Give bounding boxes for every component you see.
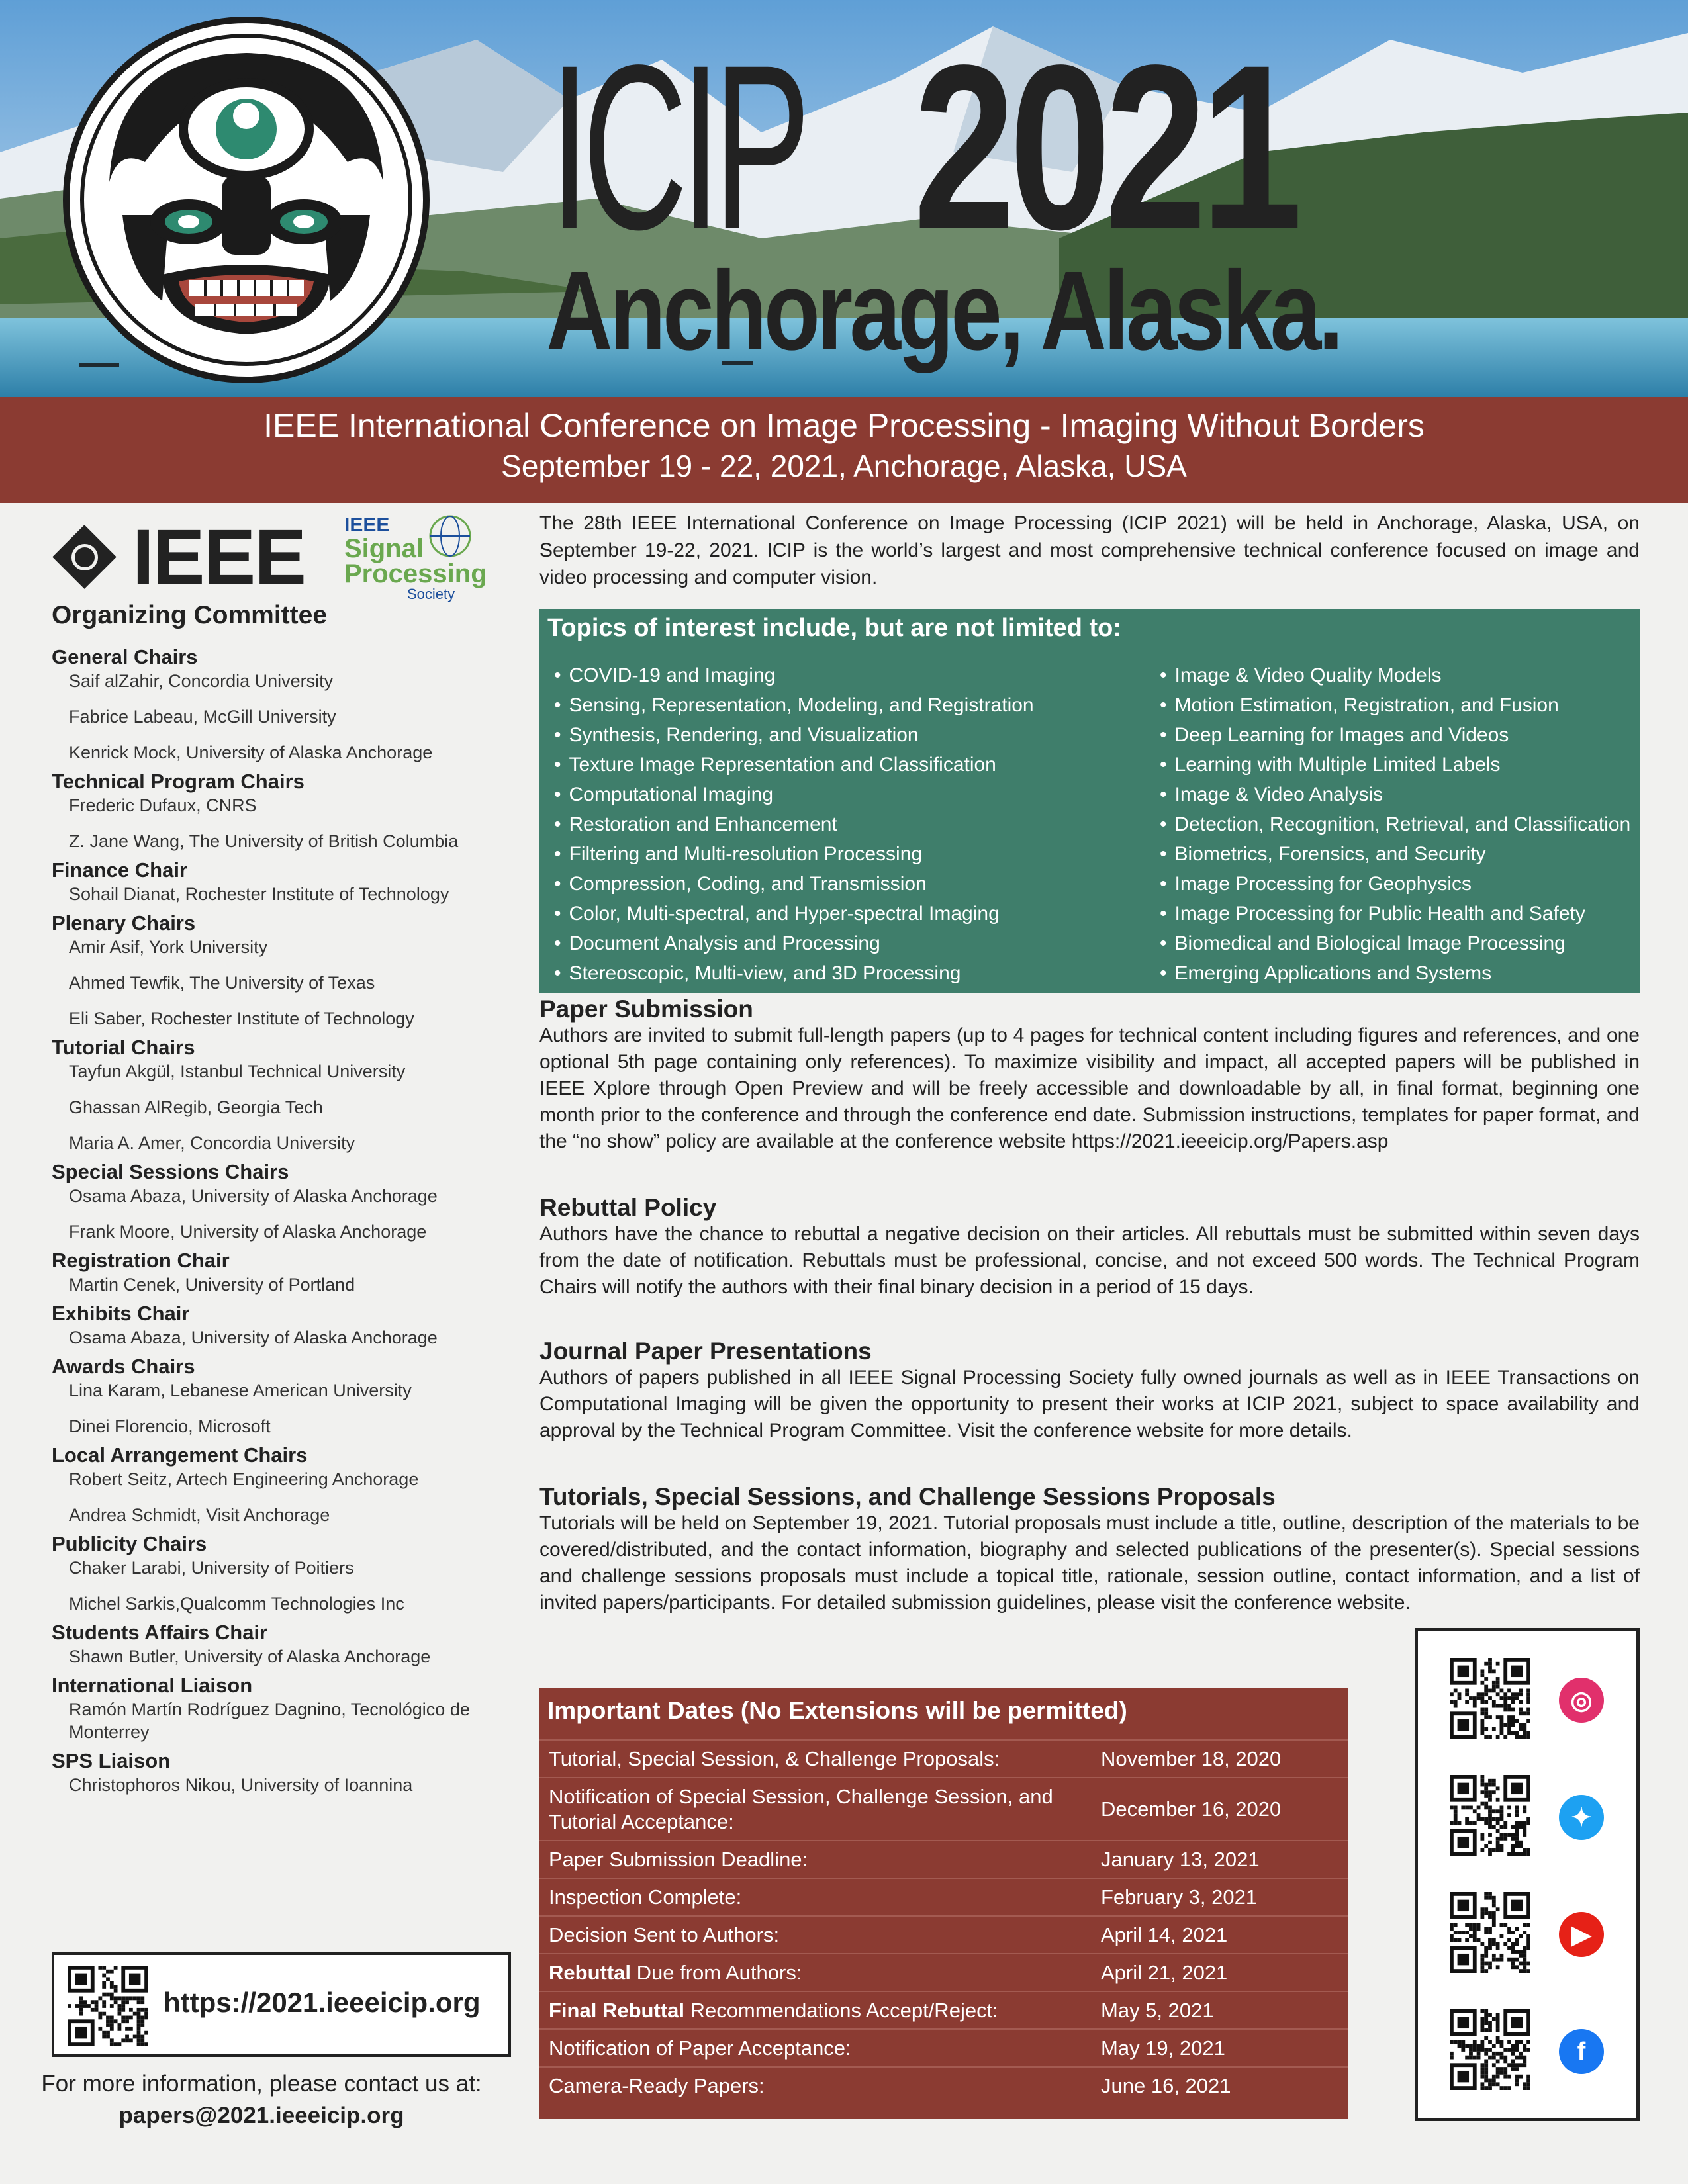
rebuttal-section: [539, 1195, 1640, 1300]
date-row: [539, 1778, 1348, 1841]
committee-member: Frederic Dufaux, CNRS: [69, 796, 257, 815]
conference-banner: [0, 397, 1688, 503]
committee-member: Shawn Butler, University of Alaska Anchorage: [69, 1647, 431, 1666]
date-label-text: Paper Submission Deadline:: [549, 1848, 808, 1871]
topics-box: [539, 609, 1640, 993]
committee-member: Osama Abaza, University of Alaska Anchorage: [69, 1186, 438, 1206]
date-value: April 14, 2021: [1092, 1916, 1348, 1954]
important-dates-box: [539, 1688, 1348, 2119]
committee-member: Lina Karam, Lebanese American University: [69, 1381, 412, 1400]
left-column: [0, 503, 523, 2184]
topic-item: • Learning with Multiple Limited Labels: [1160, 750, 1630, 780]
committee-member: Robert Seitz, Artech Engineering Anchorage: [69, 1469, 419, 1489]
committee-member: Ahmed Tewfik, The University of Texas: [69, 973, 375, 993]
topic-item: • Sensing, Representation, Modeling, and Registration: [554, 690, 1034, 720]
date-label-text: Camera-Ready Papers:: [549, 2074, 765, 2097]
committee-member: Tayfun Akgül, Istanbul Technical University: [69, 1062, 406, 1081]
topic-item: • Biomedical and Biological Image Processing: [1160, 929, 1630, 958]
committee-member: Saif alZahir, Concordia University: [69, 671, 334, 691]
social-qr-code-icon: [1450, 1775, 1530, 1856]
twitter-icon[interactable]: ✦: [1559, 1795, 1604, 1840]
committee-role: Publicity Chairs: [52, 1532, 207, 1555]
social-entry: [1450, 1892, 1628, 1978]
facebook-icon[interactable]: f: [1559, 2029, 1604, 2074]
topic-item: • Image & Video Analysis: [1160, 780, 1630, 809]
date-value: May 19, 2021: [1092, 2029, 1348, 2067]
committee-member: Sohail Dianat, Rochester Institute of Technology: [69, 884, 449, 904]
date-value: June 16, 2021: [1092, 2067, 1348, 2104]
important-dates-heading: Important Dates (No Extensions will be permitted): [547, 1697, 1127, 1724]
date-value: December 16, 2020: [1092, 1778, 1348, 1841]
topic-item: • Image Processing for Geophysics: [1160, 869, 1630, 899]
committee-member: Fabrice Labeau, McGill University: [69, 707, 336, 727]
topic-item: • Emerging Applications and Systems: [1160, 958, 1630, 988]
date-label: [539, 1740, 1092, 1778]
topics-column-1: [554, 660, 1034, 988]
social-entry: [1450, 2009, 1628, 2095]
committee-role: Students Affairs Chair: [52, 1621, 268, 1644]
committee-member: Eli Saber, Rochester Institute of Technology: [69, 1009, 414, 1028]
topic-item: • Computational Imaging: [554, 780, 1034, 809]
date-label: [539, 1841, 1092, 1878]
rebuttal-title: Rebuttal Policy: [539, 1194, 717, 1221]
committee-member: Chaker Larabi, University of Poitiers: [69, 1558, 354, 1578]
date-row: [539, 1916, 1348, 1954]
topics-column-2: [1160, 660, 1630, 988]
tutorials-body: Tutorials will be held on September 19, 2021. Tutorial proposals must include a title, outline, description of the materials to be covered/distributed, and the contact information, biography and selected publications of the presenter(s). Special sessions and challenge sessions proposals must include a topical title, rationale, session outline, contact information, and a list of invited papers/participants. For detailed submission guidelines, please visit the conference website.: [539, 1512, 1640, 1614]
ieee-logo: IEEE: [53, 518, 305, 597]
website-link[interactable]: https://2021.ieeeicip.org: [164, 1987, 481, 2018]
date-label-text: Recommendations Accept/Reject:: [684, 1999, 998, 2022]
youtube-icon[interactable]: ▶: [1559, 1912, 1604, 1957]
paper-submission-body: Authors are invited to submit full-length papers (up to 4 pages for technical content including figures and references, and one optional 5th page containing only references). To maximize visibility and impact, all accepted papers will be published in IEEE Xplore through Open Preview and will be freely accessible and downloadable by all, in final format, beginning one month prior to the conference and through the conference end date. Submission instructions, templates for paper format, and the “no show” policy are available at the conference website https://2021.ieeeicip.org/Papers.asp: [539, 1024, 1640, 1152]
website-qr-box: [52, 1952, 511, 2057]
banner-dates: September 19 - 22, 2021, Anchorage, Alaska, USA: [501, 449, 1187, 483]
date-row: [539, 1991, 1348, 2029]
date-label: [539, 1954, 1092, 1991]
important-dates-table: [539, 1739, 1348, 2104]
date-label: [539, 2029, 1092, 2067]
committee-member: Michel Sarkis,Qualcomm Technologies Inc: [69, 1594, 404, 1614]
contact-email[interactable]: papers@2021.ieeeicip.org: [118, 2103, 404, 2128]
committee-role: Technical Program Chairs: [52, 770, 305, 793]
journal-section: [539, 1338, 1640, 1444]
globe-icon: [424, 510, 477, 563]
date-label-text: Tutorial, Special Session, & Challenge Proposals:: [549, 1747, 1000, 1770]
topic-item: • Restoration and Enhancement: [554, 809, 1034, 839]
committee-member: Martin Cenek, University of Portland: [69, 1275, 355, 1295]
committee-member: Kenrick Mock, University of Alaska Anchorage: [69, 743, 433, 762]
committee-role: Local Arrangement Chairs: [52, 1443, 308, 1467]
committee-member: Andrea Schmidt, Visit Anchorage: [69, 1505, 330, 1525]
social-media-box: [1415, 1628, 1640, 2121]
topic-item: • Deep Learning for Images and Videos: [1160, 720, 1630, 750]
committee-member: Ramón Martín Rodríguez Dagnino, Tecnológico de Monterrey: [69, 1700, 470, 1742]
topic-item: • Color, Multi-spectral, and Hyper-spectral Imaging: [554, 899, 1034, 929]
date-label-emphasis: Rebuttal: [549, 1961, 631, 1984]
committee-member: Ghassan AlRegib, Georgia Tech: [69, 1097, 323, 1117]
date-label-emphasis: Final Rebuttal: [549, 1999, 684, 2022]
committee-member: Maria A. Amer, Concordia University: [69, 1133, 355, 1153]
topic-item: • Detection, Recognition, Retrieval, and Classification: [1160, 809, 1630, 839]
date-label: [539, 1916, 1092, 1954]
paper-submission-title: Paper Submission: [539, 995, 753, 1023]
contact-info: [0, 2068, 523, 2132]
committee-member: Christophoros Nikou, University of Ioannina: [69, 1775, 413, 1795]
committee-role: Plenary Chairs: [52, 911, 196, 934]
date-label: [539, 1878, 1092, 1916]
social-entry: [1450, 1775, 1628, 1861]
title-icip: ICIP: [549, 17, 804, 279]
date-value: May 5, 2021: [1092, 1991, 1348, 2029]
date-row: [539, 2067, 1348, 2104]
header-hero: [0, 0, 1688, 397]
intro-paragraph: The 28th IEEE International Conference on Image Processing (ICIP 2021) will be held in Anchorage, Alaska, USA, on September 19-22, 2021. ICIP is the world’s largest and most comprehensive technical conference focused on image and video processing and computer vision.: [539, 512, 1640, 588]
contact-text: For more information, please contact us at:: [41, 2071, 482, 2097]
topic-item: • Image Processing for Public Health and Safety: [1160, 899, 1630, 929]
rebuttal-body: Authors have the chance to rebuttal a negative decision on their articles. All rebuttals must be submitted within seven days from the date of notification. Rebuttals must be professional, concise, and not exceed 500 words. The Technical Program Chairs will notify the authors with their final binary decision in a period of 15 days.: [539, 1223, 1640, 1298]
date-row: [539, 1841, 1348, 1878]
instagram-icon[interactable]: ◎: [1559, 1678, 1604, 1723]
topic-item: • Biometrics, Forensics, and Security: [1160, 839, 1630, 869]
committee-member: Dinei Florencio, Microsoft: [69, 1416, 271, 1436]
tutorials-section: [539, 1484, 1640, 1616]
date-row: [539, 1740, 1348, 1778]
committee-role: Awards Chairs: [52, 1355, 195, 1378]
sps-logo: IEEE Signal Processing Society: [344, 510, 477, 602]
committee-member: Frank Moore, University of Alaska Anchorage: [69, 1222, 427, 1242]
committee-role: Special Sessions Chairs: [52, 1160, 289, 1183]
topic-item: • Texture Image Representation and Classification: [554, 750, 1034, 780]
date-value: January 13, 2021: [1092, 1841, 1348, 1878]
tutorials-title: Tutorials, Special Sessions, and Challenge Sessions Proposals: [539, 1483, 1276, 1510]
date-row: [539, 1878, 1348, 1916]
date-label-text: Notification of Paper Acceptance:: [549, 2036, 851, 2060]
date-row: [539, 2029, 1348, 2067]
social-qr-code-icon: [1450, 2009, 1530, 2090]
topic-item: • Motion Estimation, Registration, and Fusion: [1160, 690, 1630, 720]
date-value: February 3, 2021: [1092, 1878, 1348, 1916]
committee-role: Registration Chair: [52, 1249, 230, 1272]
committee-member: Amir Asif, York University: [69, 937, 268, 957]
topic-item: • Filtering and Multi-resolution Processing: [554, 839, 1034, 869]
committee-heading: Organizing Committee: [52, 601, 328, 629]
date-label: [539, 1778, 1092, 1841]
date-label: [539, 2067, 1092, 2104]
topic-item: • COVID-19 and Imaging: [554, 660, 1034, 690]
topic-item: • Stereoscopic, Multi-view, and 3D Processing: [554, 958, 1034, 988]
journal-title: Journal Paper Presentations: [539, 1338, 872, 1365]
social-qr-code-icon: [1450, 1658, 1530, 1739]
date-value: November 18, 2020: [1092, 1740, 1348, 1778]
haida-mask-logo: [63, 17, 430, 384]
date-row: [539, 1954, 1348, 1991]
committee-role: SPS Liaison: [52, 1749, 171, 1772]
committee-member: Z. Jane Wang, The University of British Columbia: [69, 831, 459, 851]
committee-role: General Chairs: [52, 645, 198, 668]
social-entry: [1450, 1658, 1628, 1744]
title-city: Anchorage, Alaska.: [546, 248, 1341, 374]
committee-role: International Liaison: [52, 1674, 253, 1697]
topic-item: • Compression, Coding, and Transmission: [554, 869, 1034, 899]
committee-list: [52, 645, 515, 1796]
date-label-text: Due from Authors:: [631, 1961, 802, 1984]
date-label-text: Decision Sent to Authors:: [549, 1923, 780, 1946]
banner-title: IEEE International Conference on Image Processing - Imaging Without Borders: [263, 407, 1425, 444]
topic-item: • Image & Video Quality Models: [1160, 660, 1630, 690]
committee-role: Tutorial Chairs: [52, 1036, 195, 1059]
paper-submission-section: [539, 996, 1640, 1155]
journal-body: Authors of papers published in all IEEE Signal Processing Society fully owned journals as well as in IEEE Transactions on Computational Imaging will be given the opportunity to present their works at ICIP 2021, subject to space availability and approval by the Technical Program Committee. Visit the conference website for more details.: [539, 1367, 1640, 1441]
committee-member: Osama Abaza, University of Alaska Anchorage: [69, 1328, 438, 1347]
date-value: April 21, 2021: [1092, 1954, 1348, 1991]
date-label-text: Notification of Special Session, Challenge Session, and Tutorial Acceptance:: [549, 1785, 1053, 1833]
date-label: [539, 1991, 1092, 2029]
topics-heading: Topics of interest include, but are not limited to:: [547, 614, 1122, 642]
social-qr-code-icon: [1450, 1892, 1530, 1973]
qr-code-icon: [68, 1966, 148, 2046]
topic-item: • Document Analysis and Processing: [554, 929, 1034, 958]
committee-role: Exhibits Chair: [52, 1302, 190, 1325]
date-label-text: Inspection Complete:: [549, 1886, 742, 1909]
committee-role: Finance Chair: [52, 858, 187, 882]
topic-item: • Synthesis, Rendering, and Visualization: [554, 720, 1034, 750]
title-year: 2021: [914, 17, 1297, 279]
organizing-committee: [52, 601, 515, 1801]
